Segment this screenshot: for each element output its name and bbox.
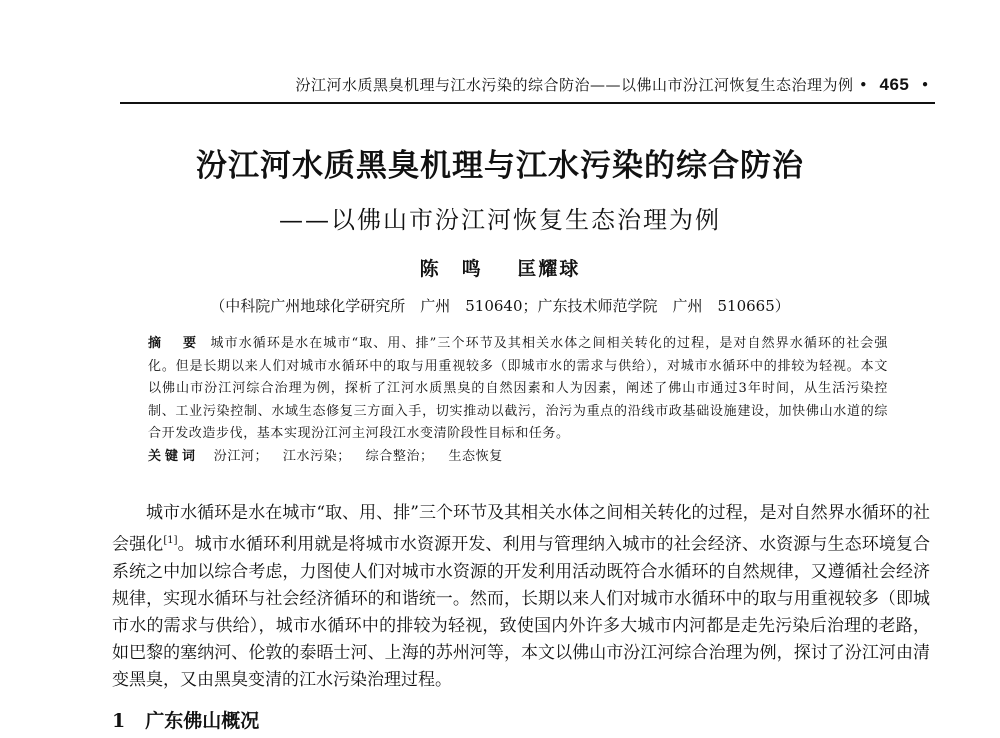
abstract-block	[148, 333, 888, 468]
running-header-bullet-left: •	[858, 76, 869, 94]
paper-subtitle: ——以佛山市汾江河恢复生态治理为例	[279, 206, 721, 234]
abstract	[148, 333, 888, 446]
affiliation: （中科院广州地球化学研究所 广州 510640；广东技术师范学院 广州 510665）	[210, 297, 790, 315]
keyword-4: 生态恢复	[448, 448, 503, 464]
author-2: 匡耀球	[517, 258, 581, 280]
section-title: 广东佛山概况	[145, 710, 260, 732]
intro-text-after-ref: 。城市水循环利用就是将城市水资源开发、利用与管理纳入城市的社会经济、水资源与生态环境复合系统之中加以综合考虑，力图使人们对城市水资源的开发利用活动既符合水循环的自然规律，又遵循社会经济规律，实现水循环与社会经济循环的和谐统一。然而，长期以来人们对城市水循环中的取与用重视较多（即城市水的需求与供给），城市水循环中的排较为轻视，致使国内外许多大城市内河都是走先污染后治理的老路，如巴黎的塞纳河、伦敦的泰晤士河、上海的苏州河等，本文以佛山市汾江河综合治理为例，探讨了汾江河由清变黑臭，又由黑臭变清的江水污染治理过程。	[112, 534, 931, 690]
running-header-text: 汾江河水质黑臭机理与江水污染的综合防治——以佛山市汾江河恢复生态治理为例	[295, 76, 854, 94]
running-header-bullet-right: •	[920, 76, 930, 94]
running-header	[120, 74, 930, 95]
header-rule	[120, 102, 935, 104]
keywords-label: 关键词	[148, 448, 200, 464]
intro-text-before-ref: 城市水循环是水在城市“取、用、排”三个环节及其相关水体之间相关转化的过程，是对自然界水循环的社会强化	[112, 503, 930, 555]
intro-paragraph	[112, 500, 930, 694]
page-number: 465	[879, 75, 910, 94]
abstract-label: 摘 要	[148, 336, 201, 351]
keyword-1: 汾江河；	[213, 448, 269, 464]
paper-title: 汾江河水质黑臭机理与江水污染的综合防治	[196, 148, 804, 184]
keyword-2: 江水污染；	[282, 448, 351, 464]
keyword-3: 综合整治；	[365, 448, 434, 464]
citation-ref: [1]	[163, 535, 178, 546]
authors	[0, 254, 1000, 281]
section-heading	[112, 706, 259, 733]
section-number: 1	[112, 710, 126, 732]
author-1: 陈 鸣	[419, 258, 483, 280]
abstract-text: 城市水循环是水在城市“取、用、排”三个环节及其相关水体之间相关转化的过程，是对自然界水循环的社会强化。但是长期以来人们对城市水循环中的取与用重视较多（即城市水的需求与供给），对城市水循环中的排较为轻视。本文以佛山市汾江河综合治理为例，探析了江河水质黑臭的自然因素和人为因素，阐述了佛山市通过3年时间，从生活污染控制、工业污染控制、水域生态修复三方面入手，切实推动以截污，治污为重点的沿线市政基础设施建设，加快佛山水道的综合开发改造步伐，基本实现汾江河主河段江水变清阶段性目标和任务。	[148, 336, 888, 441]
keywords	[148, 446, 888, 469]
